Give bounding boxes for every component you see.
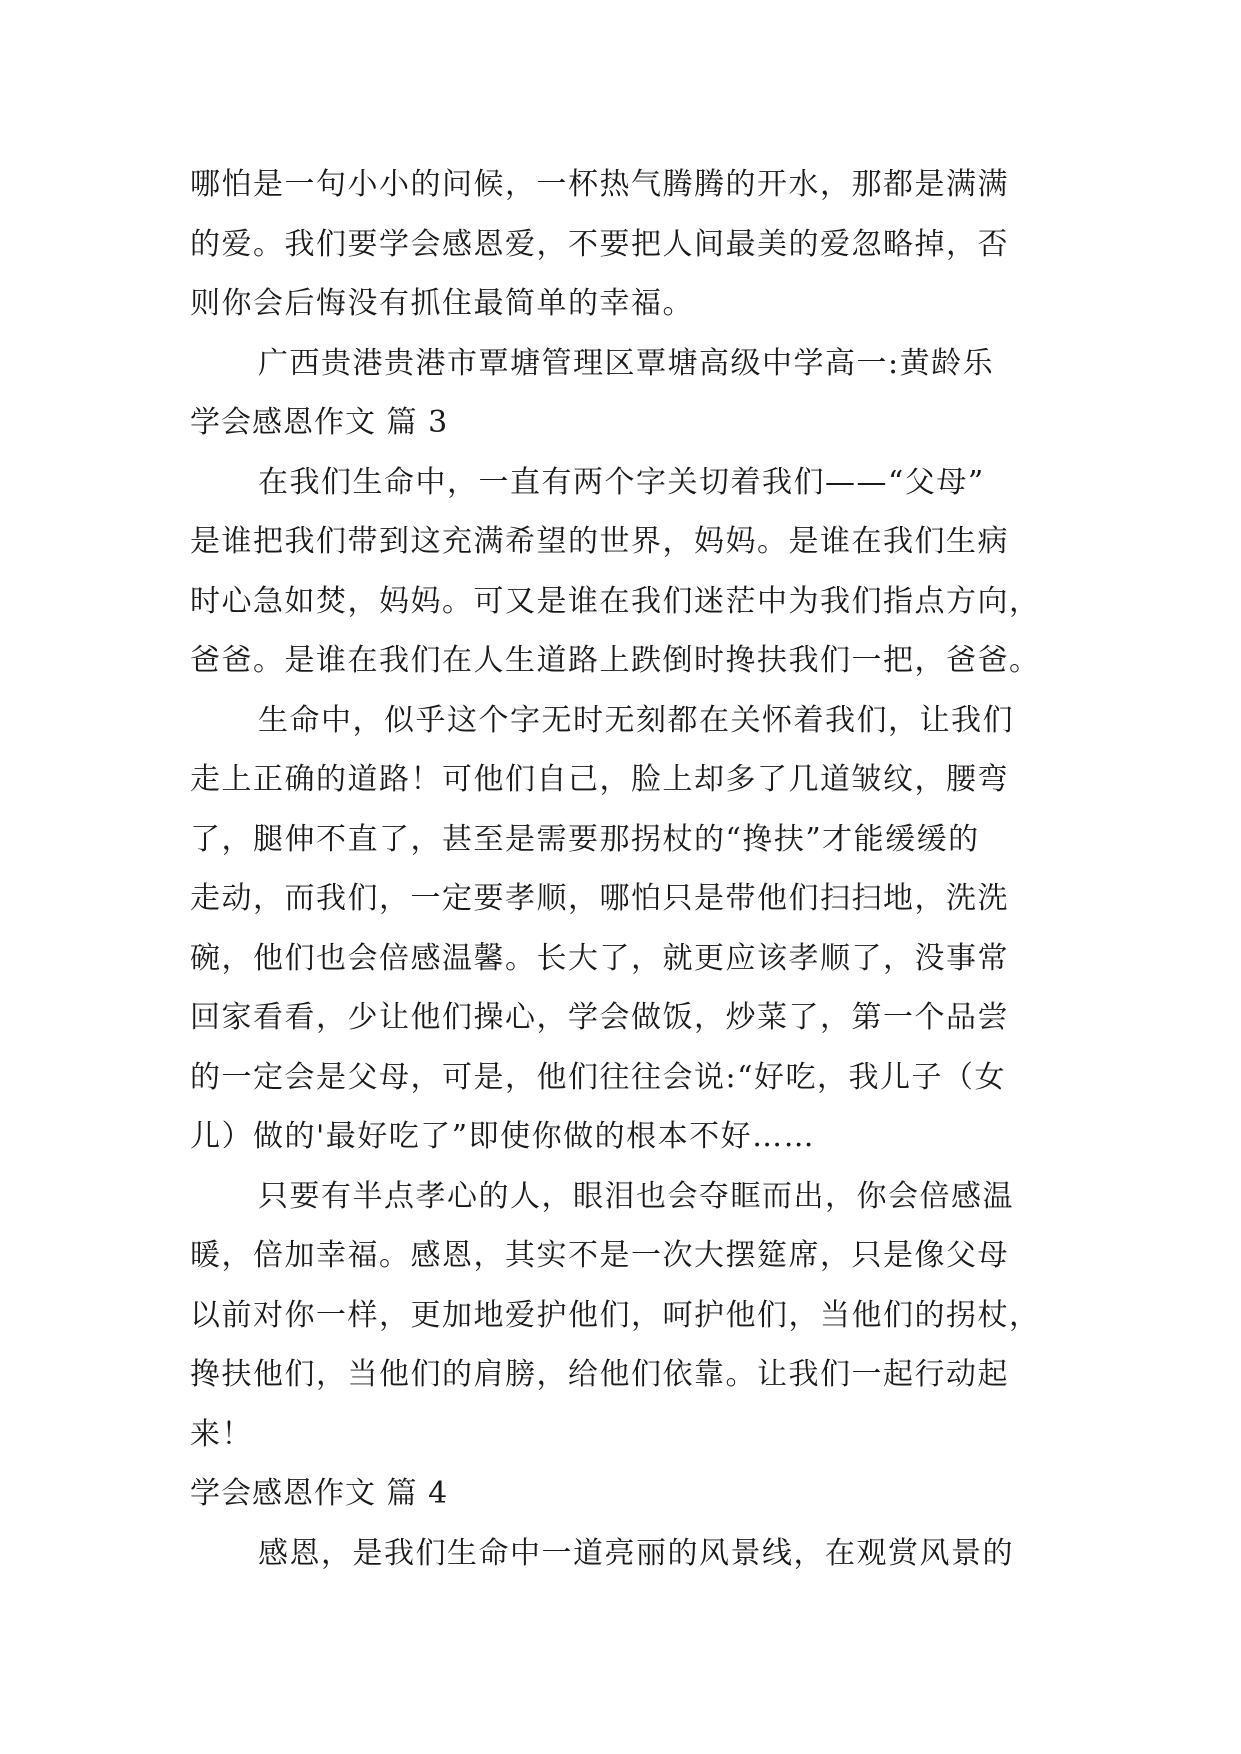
paragraph-line: 的一定会是父母，可是，他们往往会说:“好吃，我儿子（女 xyxy=(190,1059,1006,1095)
paragraph-line: 回家看看，少让他们操心，学会做饭，炒菜了，第一个品尝 xyxy=(190,1000,1009,1035)
paragraph-line: 则你会后悔没有抓住最简单的幸福。 xyxy=(190,286,694,321)
paragraph-line: 的爱。我们要学会感恩爱，不要把人间最美的爱忽略掉，否 xyxy=(190,226,1009,262)
paragraph-line: 是谁把我们带到这充满希望的世界，妈妈。是谁在我们生病 xyxy=(190,524,1009,559)
paragraph-line: 来！ xyxy=(190,1416,253,1452)
paragraph-line: 只要有半点孝心的人，眼泪也会夺眶而出，你会倍感温 xyxy=(258,1178,1014,1214)
paragraph-line: 走上正确的道路！可他们自己，脸上却多了几道皱纹，腰弯 xyxy=(190,762,1009,797)
paragraph-line: 在我们生命中，一直有两个字关切着我们——“父母” xyxy=(258,464,985,500)
paragraph-line: 感恩，是我们生命中一道亮丽的风景线，在观赏风景的 xyxy=(258,1535,1014,1571)
paragraph-line: 搀扶他们，当他们的肩膀，给他们依靠。让我们一起行动起 xyxy=(190,1357,1009,1392)
paragraph-line: 爸爸。是谁在我们在人生道路上跌倒时搀扶我们一把，爸爸。 xyxy=(190,643,1041,678)
section-heading: 学会感恩作文 篇 4 xyxy=(190,1476,449,1511)
paragraph-line: 哪怕是一句小小的问候，一杯热气腾腾的开水，那都是满满 xyxy=(190,167,1009,202)
paragraph-line: 以前对你一样，更加地爱护他们，呵护他们，当他们的拐杖， xyxy=(190,1297,1041,1333)
paragraph-line: 生命中，似乎这个字无时无刻都在关怀着我们，让我们 xyxy=(258,702,1014,738)
document-page xyxy=(190,155,1052,1583)
section-heading: 学会感恩作文 篇 3 xyxy=(190,405,449,440)
paragraph-line: 暖，倍加幸福。感恩，其实不是一次大摆筵席，只是像父母 xyxy=(190,1238,1009,1273)
author-line: 广西贵港贵港市覃塘管理区覃塘高级中学高一:黄龄乐 xyxy=(258,345,995,381)
paragraph-line: 了，腿伸不直了，甚至是需要那拐杖的“搀扶”才能缓缓的 xyxy=(190,821,980,857)
paragraph-line: 儿）做的'最好吃了”即使你做的根本不好…… xyxy=(190,1119,816,1154)
paragraph-line: 时心急如焚，妈妈。可又是谁在我们迷茫中为我们指点方向， xyxy=(190,583,1041,619)
paragraph-line: 走动，而我们，一定要孝顺，哪怕只是带他们扫扫地，洗洗 xyxy=(190,881,1009,916)
paragraph-line: 碗，他们也会倍感温馨。长大了，就更应该孝顺了，没事常 xyxy=(190,940,1009,976)
